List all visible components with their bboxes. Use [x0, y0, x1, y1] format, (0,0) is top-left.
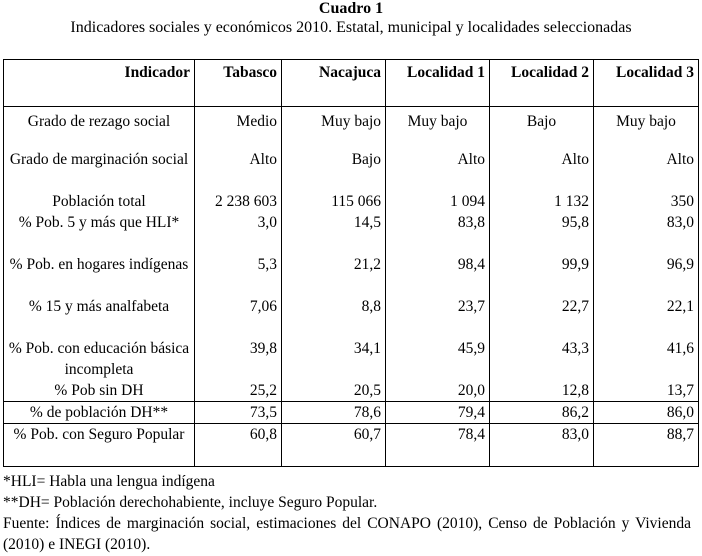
table-row — [4, 254, 699, 296]
column-header: Localidad 2 — [490, 60, 594, 107]
value-cell: 350 — [594, 191, 699, 212]
table-row — [4, 401, 699, 423]
value-cell: 60,7 — [282, 423, 386, 466]
value-cell: 41,6 — [594, 338, 699, 380]
indicator-cell: % Pob. con educación básica incompleta — [4, 338, 195, 380]
indicator-cell: Población total — [4, 191, 195, 212]
value-cell: 7,06 — [195, 296, 282, 338]
table-row — [4, 149, 699, 191]
value-cell: 96,9 — [594, 254, 699, 296]
value-cell: Muy bajo — [594, 107, 699, 149]
value-cell: 78,4 — [386, 423, 490, 466]
column-header: Tabasco — [195, 60, 282, 107]
value-cell: 2 238 603 — [195, 191, 282, 212]
value-cell: 83,8 — [386, 212, 490, 254]
value-cell: Muy bajo — [282, 107, 386, 149]
value-cell: 98,4 — [386, 254, 490, 296]
value-cell: 115 066 — [282, 191, 386, 212]
table-row — [4, 191, 699, 212]
value-cell: 83,0 — [490, 423, 594, 466]
value-cell: 99,9 — [490, 254, 594, 296]
value-cell: 45,9 — [386, 338, 490, 380]
value-cell: 95,8 — [490, 212, 594, 254]
value-cell: 22,7 — [490, 296, 594, 338]
indicators-table — [3, 59, 699, 467]
value-cell: 73,5 — [195, 401, 282, 423]
indicator-cell: Grado de marginación social — [4, 149, 195, 191]
value-cell: 60,8 — [195, 423, 282, 466]
value-cell: 21,2 — [282, 254, 386, 296]
value-cell: Alto — [195, 149, 282, 191]
table-caption-number: Cuadro 1 — [318, 0, 384, 17]
value-cell: 8,8 — [282, 296, 386, 338]
table-row — [4, 212, 699, 254]
source-note: Fuente: Índices de marginación social, estimaciones del CONAPO (2010), Censo de Población y Vivienda (2010) e INEGI (2010). — [3, 515, 691, 553]
value-cell: 86,2 — [490, 401, 594, 423]
column-header: Localidad 1 — [386, 60, 490, 107]
footnote-dh: **DH= Población derechohabiente, incluye Seguro Popular. — [3, 494, 378, 511]
table-row — [4, 380, 699, 402]
indicator-cell: % de población DH** — [4, 401, 195, 423]
value-cell: Alto — [490, 149, 594, 191]
indicator-cell: % Pob. en hogares indígenas — [4, 254, 195, 296]
value-cell: 25,2 — [195, 380, 282, 402]
indicator-cell: % Pob. 5 y más que HLI* — [4, 212, 195, 254]
table-row — [4, 296, 699, 338]
table-caption-title: Indicadores sociales y económicos 2010. Estatal, municipal y localidades seleccionadas — [70, 19, 632, 36]
value-cell: 43,3 — [490, 338, 594, 380]
indicator-cell: Grado de rezago social — [4, 107, 195, 149]
table-row — [4, 338, 699, 380]
value-cell: 3,0 — [195, 212, 282, 254]
value-cell: 20,0 — [386, 380, 490, 402]
value-cell: Medio — [195, 107, 282, 149]
value-cell: 14,5 — [282, 212, 386, 254]
indicator-cell: % Pob sin DH — [4, 380, 195, 402]
table-row — [4, 107, 699, 149]
value-cell: 12,8 — [490, 380, 594, 402]
value-cell: 79,4 — [386, 401, 490, 423]
value-cell: 86,0 — [594, 401, 699, 423]
value-cell: 1 094 — [386, 191, 490, 212]
value-cell: 13,7 — [594, 380, 699, 402]
value-cell: 23,7 — [386, 296, 490, 338]
value-cell: 39,8 — [195, 338, 282, 380]
footnote-hli: *HLI= Habla una lengua indígena — [3, 473, 215, 490]
value-cell: Bajo — [490, 107, 594, 149]
value-cell: 1 132 — [490, 191, 594, 212]
value-cell: 5,3 — [195, 254, 282, 296]
value-cell: Muy bajo — [386, 107, 490, 149]
indicator-cell: % Pob. con Seguro Popular — [4, 423, 195, 466]
column-header: Indicador — [4, 60, 195, 107]
value-cell: 22,1 — [594, 296, 699, 338]
table-row — [4, 423, 699, 466]
value-cell: 34,1 — [282, 338, 386, 380]
value-cell: Alto — [594, 149, 699, 191]
value-cell: 88,7 — [594, 423, 699, 466]
column-header: Nacajuca — [282, 60, 386, 107]
value-cell: Alto — [386, 149, 490, 191]
value-cell: 20,5 — [282, 380, 386, 402]
column-header: Localidad 3 — [594, 60, 699, 107]
value-cell: 78,6 — [282, 401, 386, 423]
value-cell: Bajo — [282, 149, 386, 191]
value-cell: 83,0 — [594, 212, 699, 254]
table-header-row — [4, 60, 699, 107]
indicator-cell: % 15 y más analfabeta — [4, 296, 195, 338]
